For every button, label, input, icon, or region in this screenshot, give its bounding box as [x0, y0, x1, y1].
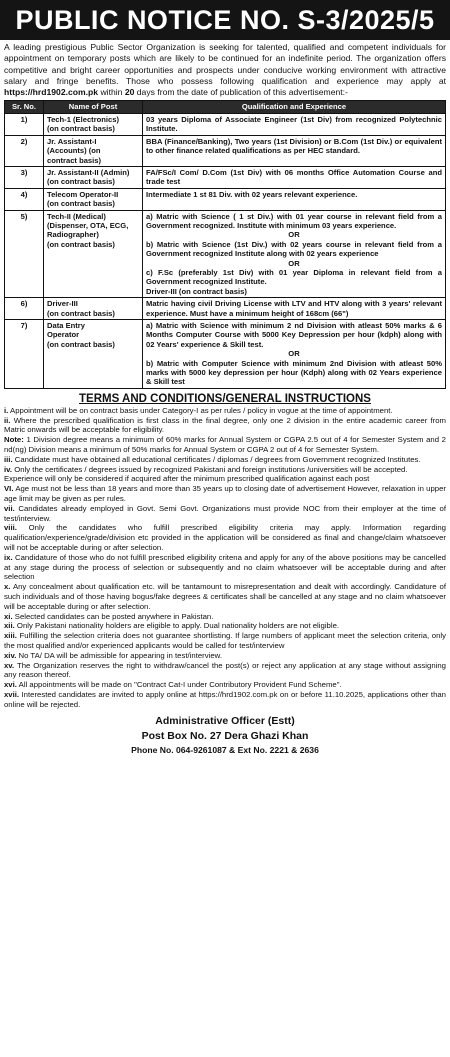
or-separator: OR [288, 349, 300, 359]
term-number: iii. [4, 454, 13, 464]
term-number: ii. [4, 415, 11, 425]
term-number: ix. [4, 552, 13, 562]
col-header-qualification: Qualification and Experience [143, 101, 446, 113]
term-text: Age must not be less than 18 years and more than 35 years up to closing date of advertisement However, relaxation in upper age limit may be given as per rules. [4, 484, 446, 504]
post-name-line: Data Entry [47, 321, 85, 331]
term-item [4, 435, 446, 455]
post-name-line: Radiographer) [47, 230, 99, 240]
post-name [44, 320, 143, 389]
post-name-line: Tech-II (Medical) [47, 211, 106, 221]
term-item [4, 474, 446, 484]
term-number: Note: [4, 435, 24, 445]
qualification-text: Matric having civil Driving License with LTV and HTV along with 3 years' relevant experience. Must have a minimum height of 168cm (66") [146, 299, 442, 318]
serial-number: 2) [5, 135, 44, 166]
post-name-line: (on contract basis) [47, 199, 115, 209]
term-number: xvi. [4, 680, 17, 690]
term-item [4, 680, 446, 690]
post-name-line: (on contract basis) [47, 339, 115, 349]
table-row [5, 320, 446, 389]
apply-url[interactable]: https://hrd1902.com.pk [4, 87, 99, 98]
term-number: viii. [4, 523, 17, 533]
term-text: Appointment will be on contract basis under Category-I as per rules / policy in vogue at the time of appointment. [8, 405, 393, 415]
col-header-post: Name of Post [44, 101, 143, 113]
qualification-text: a) Matric with Science ( 1 st Div.) with 01 year course in relevant field from a Government recognized. Institute with minimum 03 years experience. [146, 211, 442, 230]
postal-address: Post Box No. 27 Dera Ghazi Khan [141, 729, 309, 742]
post-name [44, 210, 143, 298]
qualification-text: b) Matric with Science (1st Div.) with 02 years course in relevant field from a Government recognized Institute along with 02 years experience [146, 239, 442, 259]
term-item [4, 690, 446, 710]
serial-number: 3) [5, 166, 44, 188]
term-item [4, 455, 446, 465]
qualification-text: Driver-III (on contract basis) [146, 286, 247, 296]
term-number: x. [4, 582, 11, 592]
term-text: The Organization reserves the right to withdraw/cancel the post(s) or reject any application at any stage without assigning any reason thereof. [4, 660, 446, 680]
intro-text: days from the date of publication of this advertisement:- [134, 87, 348, 98]
term-text: Selected candidates can be posted anywhere in Pakistan. [12, 611, 214, 621]
post-name-line: (on contract basis) [47, 124, 115, 134]
serial-number: 7) [5, 320, 44, 389]
post-name-line: (Accounts) (on [47, 146, 101, 156]
officer-title: Administrative Officer (Estt) [155, 714, 295, 727]
term-item [4, 582, 446, 611]
table-row [5, 210, 446, 298]
table-row [5, 298, 446, 320]
term-item [4, 484, 446, 504]
posts-table-body [5, 113, 446, 388]
qualification-text: BBA (Finance/Banking), Two years (1st Division) or B.Com (1st Div.) or equivalent to other finance related qualifications as per HEC standard. [146, 136, 442, 156]
post-name-line: (on contract basis) [47, 239, 115, 249]
intro-paragraph [4, 42, 446, 98]
or-separator: OR [288, 230, 300, 240]
serial-number: 5) [5, 210, 44, 298]
term-item [4, 553, 446, 582]
term-number: xv. [4, 660, 15, 670]
term-number: vii. [4, 503, 15, 513]
posts-table [4, 100, 446, 388]
post-name-line: Operator [47, 330, 80, 340]
qualification-cell [143, 320, 446, 389]
term-text: Interested candidates are invited to apply online at https://hrd1902.com.pk on or before 11.10.2025, applications other than online will be rejected. [4, 689, 446, 709]
post-name [44, 188, 143, 210]
term-text: Candidate must have obtained all educational certificates / diplomas / degrees from Government recognized Institutes. [12, 454, 421, 464]
term-item [4, 465, 446, 475]
post-name-line: (Dispenser, OTA, ECG, [47, 220, 129, 230]
post-name [44, 298, 143, 320]
qualification-text: 03 years Diploma of Associate Engineer (1st Div) from recognized Polytechnic Institute. [146, 114, 442, 134]
qualification-text: b) Matric with Computer Science with minimum 2nd Division with atleast 50% marks with 5000 key depression per hour (Kdph) along with 02 Years experience & Skill test [146, 358, 442, 387]
term-item [4, 416, 446, 436]
term-text: Only Pakistani nationality holders are eligible to apply. Dual nationality holders are not eligible. [14, 621, 340, 631]
term-item [4, 651, 446, 661]
terms-list [4, 406, 446, 710]
table-row [5, 113, 446, 135]
contact-phone: Phone No. 064-9261087 & Ext No. 2221 & 2636 [131, 744, 319, 755]
post-name-line: Jr. Assistant-I [47, 136, 97, 146]
term-number: xvii. [4, 689, 20, 699]
table-row [5, 135, 446, 166]
term-text: Fulfilling the selection criteria does not guarantee shortlisting. If large numbers of applicant meet the selection criteria, only the most qualified and/or experienced applicants would be called for test/interview [4, 631, 446, 650]
post-name-line: (on contract basis) [47, 177, 115, 187]
notice-footer [4, 714, 446, 757]
term-item [4, 661, 446, 681]
qualification-cell [143, 298, 446, 320]
qualification-cell [143, 135, 446, 166]
post-name-line: Telecom Operator-II [47, 189, 119, 199]
post-name-line: Driver-III [47, 299, 78, 309]
term-item [4, 406, 446, 416]
term-item [4, 523, 446, 552]
term-text: All appointments will be made on "Contract Cat-I under Contributory Provident Fund Scheme". [16, 680, 342, 690]
term-item [4, 504, 446, 524]
serial-number: 4) [5, 188, 44, 210]
term-number: VI. [4, 484, 14, 494]
terms-heading: TERMS AND CONDITIONS/GENERAL INSTRUCTIONS [79, 392, 371, 405]
post-name-line: (on contract basis) [47, 308, 115, 318]
post-name [44, 135, 143, 166]
intro-text: A leading prestigious Public Sector Organization is seeking for talented, qualified and competent individuals for appointment on temporary posts which are likely to be continued for an indefinite period. The organization offers competitive and bright career opportunities and prospects under conducive working environment with attractive salary and fringe benefits. Those who possess following qualification and experience may apply at [4, 42, 446, 86]
qualification-text: Intermediate 1 st 81 Div. with 02 years relevant experience. [146, 189, 358, 199]
term-number: xiv. [4, 650, 17, 660]
days-count: 20 [124, 87, 135, 98]
col-header-sr: Sr. No. [5, 101, 44, 113]
term-text: Candidature of those who do not fulfill prescribed eligibility critena and apply for any of the above positions may be cancelled at any stage during the process of selection or subsequently and no claim whatsoever will be acceptable during and after selection [4, 552, 446, 582]
term-text: Experience will only be considered if acquired after the minimum prescribed qualification against each post [4, 474, 370, 484]
or-separator: OR [288, 258, 300, 268]
qualification-cell [143, 188, 446, 210]
qualification-cell [143, 166, 446, 188]
serial-number: 1) [5, 113, 44, 135]
post-name [44, 166, 143, 188]
term-text: No TA/ DA will be admissible for appearing in test/interview. [16, 650, 222, 660]
post-name-line: Jr. Assistant-II (Admin) [47, 167, 130, 177]
table-row [5, 166, 446, 188]
term-text: Only the candidates who fulfill prescribed eligibility criteria may apply. Information regarding qualification/experience/grade/division etc provided in the application will be considered as final and change/claim whatsoever will not be acceptable during or after selection. [4, 523, 446, 553]
term-text: Where the prescribed qualification is first class in the final degree, only one 2 division in the entire academic career from Matric onwards will be acceptable for eligibility. [4, 415, 446, 435]
qualification-text: a) Matric with Science with minimum 2 nd Division with atleast 50% marks & 6 Months Computer Course with 5000 Key Depression per hour (kdph) along with 02 Years' experience & Skill test. [146, 321, 442, 349]
term-number: xi. [4, 611, 13, 621]
post-name [44, 113, 143, 135]
term-item [4, 612, 446, 622]
qualification-cell [143, 113, 446, 135]
table-row [5, 188, 446, 210]
term-number: xii. [4, 621, 15, 631]
term-text: Candidates already employed in Govt. Semi Govt. Organizations must provide NOC from their employer at the time of test/interview. [4, 503, 446, 523]
term-text: Any concealment about qualification etc. will be tantamount to misrepresentation and dealt with accordingly. Candidature of such individuals and of those having bogus/fake degrees & certificates shall be cancelled at any stage and no claim whatsoever will be acceptable during or after selection. [4, 582, 446, 611]
notice-title: PUBLIC NOTICE NO. S-3/2025/5 [0, 0, 450, 40]
qualification-text: FA/FSc/I Com/ D.Com (1st Div) with 06 months Office Automation Course and trade test [146, 167, 442, 187]
post-name-line: Tech-1 (Electronics) [47, 114, 120, 124]
qualification-cell [143, 210, 446, 298]
qualification-text: c) F.Sc (preferably 1st Div) with 01 year Diploma in relevant field from a Government recognized Institute. [146, 267, 442, 287]
post-name-line: contract basis) [47, 155, 102, 165]
term-number: xiii. [4, 631, 17, 641]
term-item [4, 631, 446, 651]
term-number: i. [4, 405, 9, 415]
intro-text: within [98, 87, 125, 98]
serial-number: 6) [5, 298, 44, 320]
term-text: Only the certificates / degrees issued by recognized Pakistani and foreign institutions /universities will be accepted. [12, 464, 408, 474]
term-text: 1 Division degree means a minimum of 60% marks for Annual System or CGPA 2.5 out of 4 for Semester System and 2 nd(ng) Division means a minimum of 50% marks for Annual System or CGPA 2 out of 4 for Semester System. [4, 435, 446, 455]
term-item [4, 621, 446, 631]
term-number: iv. [4, 464, 13, 474]
table-header-row [5, 101, 446, 113]
